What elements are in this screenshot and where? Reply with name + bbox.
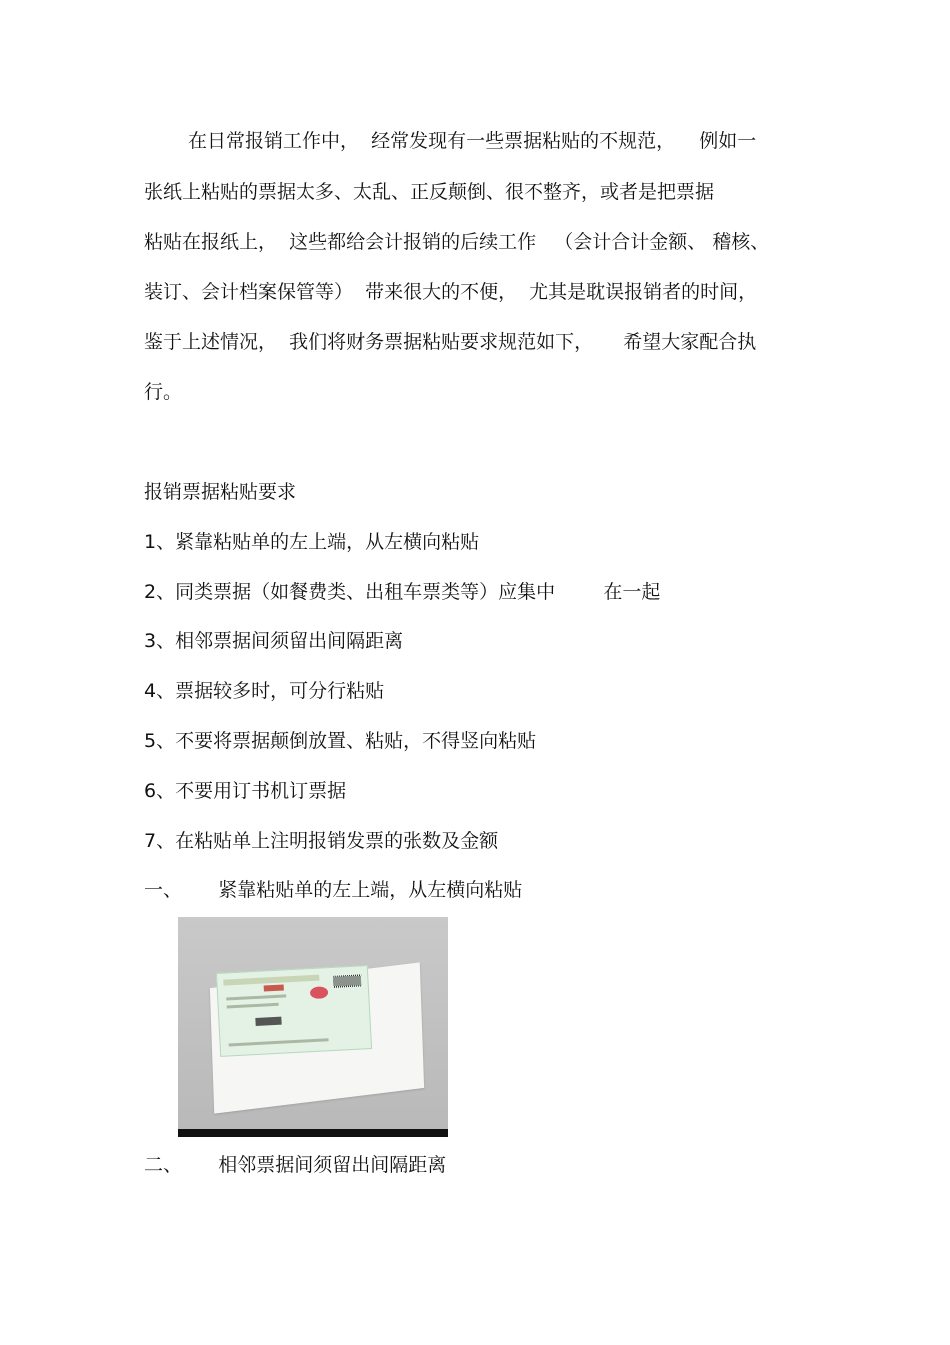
receipt-ticket <box>216 965 372 1057</box>
ticket-amount <box>255 1017 281 1026</box>
rule-item: 6、不要用订书机订票据 <box>144 780 347 802</box>
heading-one: 一、 紧靠粘贴单的左上端，从左横向粘贴 <box>144 879 523 901</box>
intro-line-6: 行。 <box>144 381 183 403</box>
ticket-text-row <box>229 1038 329 1046</box>
rule-item: 2、同类票据（如餐费类、出租车票类等）应集中 在一起 <box>144 581 661 603</box>
ticket-header <box>223 975 319 986</box>
rule-item: 7、在粘贴单上注明报销发票的张数及金额 <box>144 830 499 852</box>
intro-line-5: 鉴于上述情况， 我们将财务票据粘贴要求规范如下， 希望大家配合执 <box>144 331 757 353</box>
ticket-text-row <box>226 994 286 1000</box>
ticket-text-row <box>227 1003 279 1009</box>
intro-line-3: 粘贴在报纸上， 这些都给会计报销的后续工作 （会计合计金额、 稽核、 <box>144 231 770 253</box>
heading-two: 二、 相邻票据间须留出间隔距离 <box>144 1154 447 1176</box>
rule-item: 3、相邻票据间须留出间隔距离 <box>144 630 404 652</box>
section-title: 报销票据粘贴要求 <box>144 481 297 503</box>
ticket-stamp <box>310 986 329 999</box>
ticket-red-mark <box>264 985 284 992</box>
intro-line-2: 张纸上粘贴的票据太多、太乱、正反颠倒、很不整齐，或者是把票据 <box>144 181 715 203</box>
ticket-barcode <box>333 974 362 987</box>
receipt-photo <box>178 917 448 1137</box>
rule-item: 1、紧靠粘贴单的左上端，从左横向粘贴 <box>144 531 480 553</box>
intro-line-1: 在日常报销工作中， 经常发现有一些票据粘贴的不规范， 例如一 <box>188 130 757 152</box>
rule-item: 4、票据较多时，可分行粘贴 <box>144 680 385 702</box>
intro-line-4: 装订、会计档案保管等） 带来很大的不便， 尤其是耽误报销者的时间， <box>144 281 758 303</box>
rule-item: 5、不要将票据颠倒放置、粘贴，不得竖向粘贴 <box>144 730 537 752</box>
